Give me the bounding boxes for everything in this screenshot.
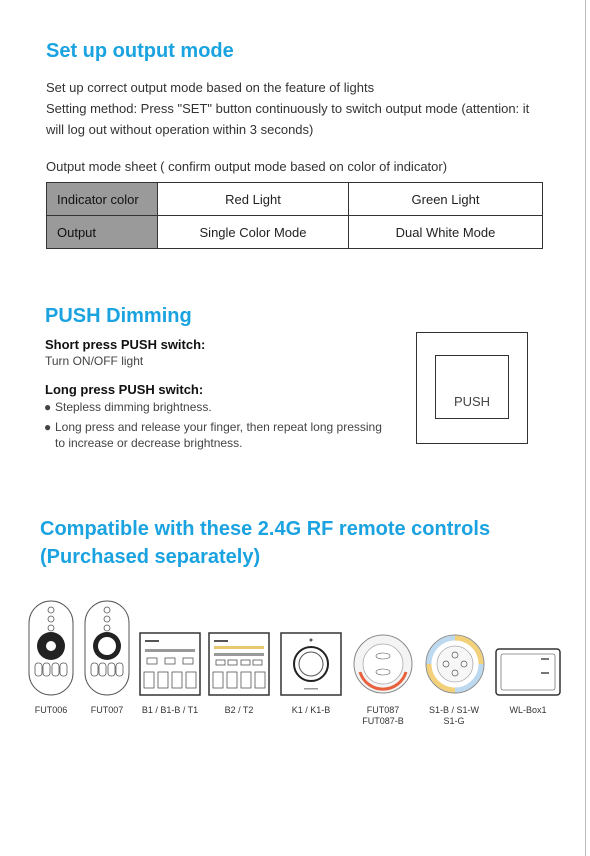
- remote-label: S1-B / S1-W: [428, 705, 479, 715]
- output-mode-sheet-caption: Output mode sheet ( confirm output mode based on color of indicator): [46, 159, 448, 174]
- remote-label: WL-Box1: [509, 705, 547, 715]
- table-cell: Single Color Mode: [158, 216, 349, 249]
- output-mode-line1: Set up correct output mode based on the feature of lights: [46, 80, 375, 95]
- remote-label: B1 / B1-B / T1: [141, 705, 199, 715]
- remote-label: B2 / T2: [224, 705, 254, 715]
- bullet1-text: Stepless dimming brightness.: [55, 400, 212, 414]
- remote-label: K1 / K1-B: [291, 705, 331, 715]
- bullet2-line1: Long press and release your finger, then repeat long pressing: [55, 420, 382, 434]
- remote-label-secondary: FUT087-B: [362, 716, 404, 726]
- short-press-text: Turn ON/OFF light: [45, 354, 144, 368]
- short-press-heading: Short press PUSH switch:: [45, 337, 206, 352]
- table-row: [47, 183, 543, 216]
- compatible-title-line2: (Purchased separately): [40, 546, 261, 568]
- b1-panel-icon: [139, 632, 201, 696]
- push-button-illustration: [435, 355, 509, 419]
- table-header-cell: Output: [47, 216, 158, 249]
- table-cell: Dual White Mode: [349, 216, 543, 249]
- output-mode-table: [46, 182, 543, 249]
- remote-label: FUT007: [90, 705, 124, 715]
- bullet-dot: ●: [44, 420, 52, 434]
- push-dimming-title: PUSH Dimming: [45, 305, 192, 327]
- push-switch-illustration: [416, 332, 528, 444]
- s1-round-remote-icon: [424, 632, 486, 696]
- output-mode-line3: will log out without operation within 3 seconds): [46, 122, 314, 137]
- fut007-remote-icon: [84, 600, 130, 696]
- compatible-title-line1: Compatible with these 2.4G RF remote controls: [40, 518, 491, 540]
- table-cell: Red Light: [158, 183, 349, 216]
- output-mode-line2: Setting method: Press "SET" button continuously to switch output mode (attention: it: [46, 101, 530, 116]
- b2-panel-icon: [208, 632, 270, 696]
- bullet2-line2: to increase or decrease brightness.: [55, 436, 243, 450]
- fut006-remote-icon: [28, 600, 74, 696]
- remote-label: FUT006: [34, 705, 68, 715]
- output-mode-title: Set up output mode: [46, 40, 234, 62]
- k1-knob-panel-icon: [280, 632, 342, 696]
- wl-box1-icon: [495, 648, 561, 696]
- table-header-cell: Indicator color: [47, 183, 158, 216]
- remote-label: FUT087: [366, 705, 400, 715]
- fut087-round-remote-icon: [352, 632, 414, 696]
- push-label: PUSH: [453, 394, 491, 409]
- table-row: [47, 216, 543, 249]
- table-cell: Green Light: [349, 183, 543, 216]
- bullet-dot: ●: [44, 400, 52, 414]
- page-edge-line: [585, 0, 586, 856]
- long-press-heading: Long press PUSH switch:: [45, 382, 204, 397]
- remote-label-secondary: S1-G: [443, 716, 465, 726]
